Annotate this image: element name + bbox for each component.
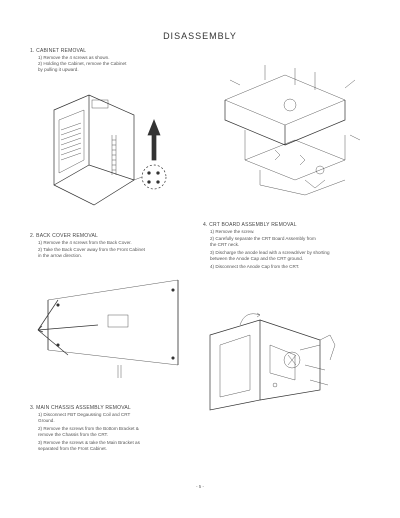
section-1-step-1: 1) Remove the 4 screws as shown. <box>38 55 110 60</box>
section-3-step-3: 2) Remove the screws from the Bottom Bracket & <box>38 426 139 431</box>
section-1-step-2: 2) Holding the Cabinet, remove the Cabinet <box>38 61 127 66</box>
figure-crt-board-removal <box>200 305 350 420</box>
section-2-step-2: 2) Take the Back Cover away from the Front Cabinet <box>38 247 145 252</box>
section-3-step-6: separated from the Front Cabinet. <box>38 446 107 451</box>
figure-cabinet-removal <box>34 85 184 215</box>
section-4-step-2: 2) Carefully separate the CRT Board Assembly from <box>210 236 316 241</box>
section-4-step-5: between the Anode Cap and the CRT ground. <box>210 256 304 261</box>
section-2-heading: 2. BACK COVER REMOVAL <box>30 233 99 239</box>
section-3-step-1: 1) Disconnect FBT Degaussing Coil and CRT <box>38 412 131 417</box>
section-4-step-6: 4) Disconnect the Anode Cap from the CRT. <box>210 264 300 269</box>
page-number: - 5 - <box>195 484 204 489</box>
section-3-step-5: 3) Remove the screws & take the Main Bracket as <box>38 440 140 445</box>
section-4-heading: 4. CRT BOARD ASSEMBLY REMOVAL <box>203 222 297 228</box>
page-title: DISASSEMBLY <box>163 31 237 41</box>
section-2-step-3: in the arrow direction. <box>38 253 82 258</box>
section-1-heading: 1. CABINET REMOVAL <box>30 48 87 54</box>
section-1-step-3: by pulling it upward. <box>38 67 79 72</box>
figure-chassis-exploded <box>205 60 370 200</box>
section-3-step-4: remove the Chassis from the CRT. <box>38 432 109 437</box>
section-4-step-4: 3) Discharge the anode lead with a screwdriver by shorting <box>210 250 330 255</box>
section-3-step-2: Ground. <box>38 418 55 423</box>
section-4-step-3: the CRT neck. <box>210 242 240 247</box>
section-2-step-1: 1) Remove the 4 screws from the Back Cover. <box>38 240 132 245</box>
figure-back-cover-removal <box>28 270 198 380</box>
section-3-heading: 3. MAIN CHASSIS ASSEMBLY REMOVAL <box>30 405 131 411</box>
section-4-step-1: 1) Remove the screw. <box>210 229 255 234</box>
